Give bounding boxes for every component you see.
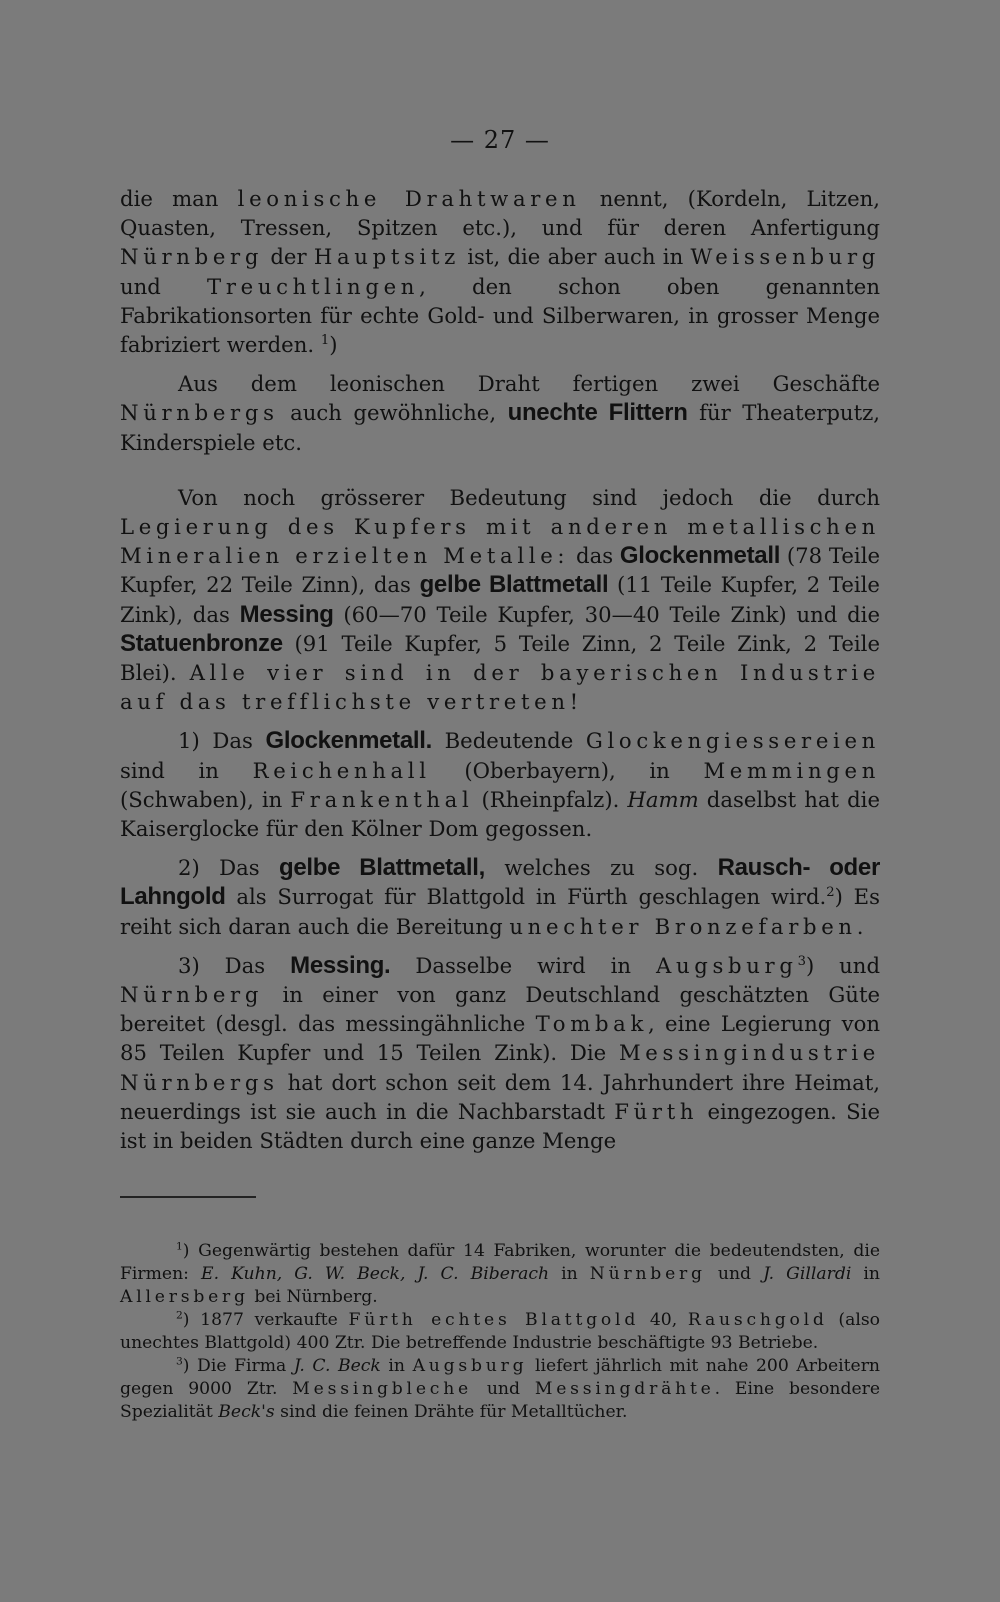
text-run: (11 Teile Kupfer, 2 Teile Zink), das xyxy=(120,572,880,627)
spaced-term: Allersberg xyxy=(120,1287,249,1307)
text-run: , eine Legierung von 85 Teilen Kupfer und 15 Teilen Zink). Die xyxy=(120,1011,880,1066)
text-run: liefert jährlich mit nahe 200 Arbeitern gegen 9000 Ztr. xyxy=(120,1356,880,1399)
spaced-term: Nürnberg xyxy=(120,244,264,270)
text-run: 3) Das xyxy=(178,952,291,978)
text-run: die man xyxy=(120,186,238,211)
text-run: und xyxy=(120,273,208,299)
text-run: das xyxy=(569,543,620,569)
text-run: sind in xyxy=(120,757,253,783)
text-run: ) 1877 verkaufte xyxy=(182,1310,349,1330)
text-run: in xyxy=(549,1264,590,1284)
text-run: Aus dem leonischen Draht fertigen zwei Geschäfte xyxy=(178,371,880,397)
bold-term: gelbe Blattmetall, xyxy=(279,854,485,882)
text-run: hat dort schon seit dem 14. Jahrhundert ihre Heimat, neuerdings ist sie auch in die Nachbarstadt xyxy=(120,1069,880,1124)
text-run: ) xyxy=(329,332,338,358)
text-run: 40, xyxy=(639,1310,688,1330)
text-run: daselbst hat die Kaiserglocke für den Kölner Dom gegossen. xyxy=(120,786,880,842)
text-run: und xyxy=(705,1264,764,1284)
spaced-term: Hauptsitz xyxy=(313,244,460,270)
italic-term: Hamm xyxy=(627,786,699,812)
text-run: in xyxy=(380,1356,413,1376)
paragraph-messing xyxy=(120,951,880,1155)
italic-term: J. C. Beck xyxy=(293,1356,381,1376)
text-run: . Eine besondere Spezialität xyxy=(120,1379,881,1422)
text-run: (Schwaben), in xyxy=(120,786,291,812)
spaced-term: Frankenthal xyxy=(290,786,474,812)
bold-term: Rausch- oder Lahngold xyxy=(120,854,880,911)
footnote-mark: 3 xyxy=(176,1354,183,1368)
bold-term: unechte Flittern xyxy=(507,399,688,427)
bold-term: Glockenmetall. xyxy=(265,727,432,755)
text-run: der xyxy=(263,244,314,270)
footnote-ref: 3 xyxy=(797,953,806,969)
spaced-term: Weissenburg xyxy=(690,244,880,270)
text-run: 2) Das xyxy=(178,855,279,881)
footnote-ref: 2 xyxy=(826,885,835,901)
page-number: — 27 — xyxy=(450,126,550,154)
italic-term: Beck's xyxy=(218,1402,275,1422)
spaced-term: Augsburg xyxy=(412,1356,528,1376)
text-run: in einer von ganz Deutschland geschätzten Güte bereitet (desgl. das messingähnliche xyxy=(120,982,880,1037)
bold-term: Messing xyxy=(239,600,334,628)
text-run: . xyxy=(856,913,864,939)
text-run: und xyxy=(472,1379,535,1399)
bold-term: gelbe Blattmetall xyxy=(419,571,609,599)
bold-term: Statuenbronze xyxy=(120,629,283,657)
text-run: bei Nürnberg. xyxy=(248,1287,378,1307)
paragraph-blattmetall xyxy=(120,853,880,941)
text-run: Bedeutende xyxy=(432,728,586,754)
footnote-mark: 2 xyxy=(176,1308,183,1322)
spaced-term: Memmingen xyxy=(703,757,880,783)
text-run: , den schon oben genannten Fabrikationsorten für echte Gold- und Silberwaren, in grosser Menge fabriziert werden. xyxy=(120,273,880,358)
text-run: in xyxy=(851,1264,880,1284)
bold-term: Messing. xyxy=(290,951,391,979)
text-run: ) und xyxy=(805,952,881,978)
text-run: (Oberbayern), in xyxy=(430,757,704,783)
text-run: ) Die Firma xyxy=(182,1356,294,1376)
spaced-term: unechter Bronzefarben xyxy=(509,913,857,939)
spaced-term: Legierung des Kupfers mit anderen metallischen Mineralien erzielten Metalle: xyxy=(120,514,880,569)
spaced-term: leonische Drahtwaren xyxy=(237,186,581,211)
text-run: auch gewöhnliche, xyxy=(278,400,508,426)
text-run: ist, die aber auch in xyxy=(460,244,691,270)
footnote-ref: 1 xyxy=(320,332,330,348)
text-run: für Theaterputz, Kinderspiele etc. xyxy=(120,400,880,455)
footnotes xyxy=(120,1240,880,1424)
text-run: ) Es reiht sich daran auch die Bereitung xyxy=(120,884,881,939)
footnote-3 xyxy=(120,1355,880,1424)
spaced-term: Messingbleche xyxy=(292,1379,473,1399)
spaced-term: Fürth echtes Blattgold xyxy=(348,1310,640,1330)
text-run: ) Gegenwärtig bestehen dafür 14 Fabriken, worunter die bedeutendsten, die Firmen: xyxy=(120,1241,880,1284)
spaced-term: Glockengiessereien xyxy=(585,728,880,754)
text-run: (60—70 Teile Kupfer, 30—40 Teile Zink) und die xyxy=(333,601,880,627)
spaced-term: Rauschgold xyxy=(687,1310,828,1330)
spaced-term: Tombak xyxy=(535,1011,648,1037)
spaced-term: Nürnberg xyxy=(120,982,264,1008)
footnote-1 xyxy=(120,1240,880,1309)
spaced-term: Treuchtlingen xyxy=(207,273,420,299)
spaced-term: Messingdrähte xyxy=(534,1379,715,1399)
paragraph-glockenmetall xyxy=(120,726,880,843)
text-run: welches zu sog. xyxy=(484,855,718,881)
spaced-term: Alle vier sind in der bayerischen Industrie auf das trefflichste vertreten! xyxy=(120,660,880,715)
spaced-term: Messingindustrie Nürnbergs xyxy=(120,1040,880,1095)
italic-term: E. Kuhn, G. W. Beck, J. C. Biberach xyxy=(201,1264,550,1284)
spaced-term: Nürnberg xyxy=(589,1264,706,1284)
text-run: (also unechtes Blattgold) 400 Ztr. Die betreffende Industrie beschäftigte 93 Betriebe. xyxy=(120,1310,880,1353)
paragraph-legierungen xyxy=(120,483,880,717)
text-run: Dasselbe wird in xyxy=(390,952,656,978)
spaced-term: Augsburg xyxy=(655,952,798,978)
text-run: sind die feinen Drähte für Metalltücher. xyxy=(274,1402,628,1422)
text-run: (78 Teile Kupfer, 22 Teile Zinn), das xyxy=(120,543,881,598)
text-run: Von noch grösserer Bedeutung sind jedoch die durch xyxy=(178,484,880,510)
footnote-2 xyxy=(120,1309,880,1355)
paragraph-flittern xyxy=(120,369,880,457)
footnote-mark: 1 xyxy=(176,1239,183,1253)
spaced-term: Reichenhall xyxy=(252,757,431,783)
spaced-term: Fürth xyxy=(614,1098,699,1124)
text-run: (91 Teile Kupfer, 5 Teile Zinn, 2 Teile Zink, 2 Teile Blei). xyxy=(120,630,880,686)
footnote-divider xyxy=(120,1196,256,1198)
paragraph-leonische-drahtwaren xyxy=(120,184,880,359)
bold-term: Glockenmetall xyxy=(619,542,781,570)
text-run: (Rheinpfalz). xyxy=(473,786,628,812)
text-run: 1) Das xyxy=(178,728,266,754)
italic-term: J. Gillardi xyxy=(763,1264,852,1284)
text-run: nennt, (Kordeln, Litzen, Quasten, Tressen, Spitzen etc.), und für deren Anfertigung xyxy=(120,186,880,241)
text-run: als Surrogat für Blattgold in Fürth geschlagen wird. xyxy=(225,884,827,910)
main-text xyxy=(120,184,880,1155)
text-run: eingezogen. Sie ist in beiden Städten durch eine ganze Menge xyxy=(120,1098,881,1154)
spaced-term: Nürnbergs xyxy=(120,400,279,426)
